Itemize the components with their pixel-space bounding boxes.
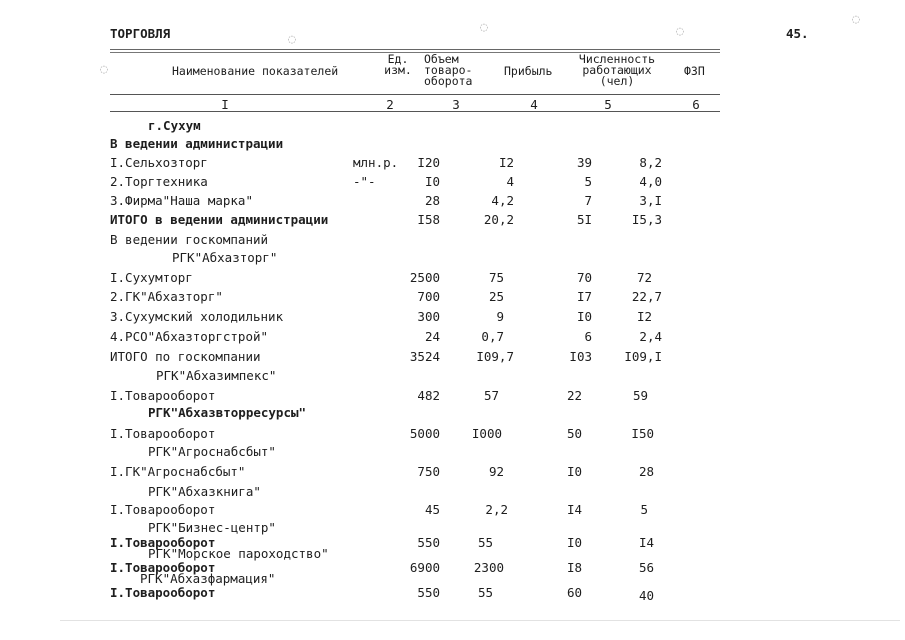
- cell-profit: I09,7: [476, 349, 514, 364]
- row-name: В ведении госкомпаний: [110, 232, 269, 247]
- cell-profit: 92: [488, 464, 504, 479]
- col-header-staff: Численность работающих (чел): [578, 52, 656, 88]
- cell-profit: 9: [496, 309, 504, 324]
- cell-staff: 5: [584, 174, 592, 189]
- header-mid-rule: [110, 94, 720, 95]
- row-name: РГК"Агроснабсбыт": [148, 444, 276, 459]
- cell-turnover: 28: [424, 193, 440, 208]
- col-header-name: Наименование показателей: [172, 64, 339, 78]
- row-name: I.Товарооборот: [110, 585, 216, 600]
- cell-turnover: 5000: [409, 426, 440, 441]
- scan-speck: ◌: [100, 62, 108, 77]
- row-name: В ведении администрации: [110, 136, 284, 151]
- cell-staff: I8: [566, 560, 582, 575]
- cell-profit: 75: [488, 270, 504, 285]
- col-number: 6: [692, 97, 700, 112]
- col-header-fzp: ФЗП: [684, 64, 705, 78]
- cell-profit: I2: [498, 155, 514, 170]
- cell-staff: I7: [576, 289, 592, 304]
- row-name: 2.Торгтехника: [110, 174, 208, 189]
- row-name: РГК"Абхазторг": [172, 250, 278, 265]
- cell-fzp: 56: [638, 560, 654, 575]
- cell-unit: -"-: [353, 174, 376, 189]
- row-name: г.Сухум: [148, 118, 201, 133]
- row-name: I.Товарооборот: [110, 388, 216, 403]
- row-name: РГК"Абхазкнига": [148, 484, 261, 499]
- cell-staff: 22: [566, 388, 582, 403]
- cell-staff: 7: [584, 193, 592, 208]
- row-name: I.Сухумторг: [110, 270, 193, 285]
- cell-turnover: 750: [417, 464, 440, 479]
- cell-staff: 70: [576, 270, 592, 285]
- cell-turnover: 45: [424, 502, 440, 517]
- cell-staff: 60: [566, 585, 582, 600]
- col-number: I: [221, 97, 229, 112]
- col-number: 4: [530, 97, 538, 112]
- cell-turnover: 24: [424, 329, 440, 344]
- cell-turnover: I0: [424, 174, 440, 189]
- cell-turnover: 700: [417, 289, 440, 304]
- cell-staff: 50: [566, 426, 582, 441]
- cell-fzp: 22,7: [631, 289, 662, 304]
- cell-profit: 4,2: [491, 193, 514, 208]
- row-name: I.Товарооборот: [110, 426, 216, 441]
- cell-turnover: 300: [417, 309, 440, 324]
- cell-fzp: 4,0: [639, 174, 662, 189]
- row-name: I.Товарооборот: [110, 560, 216, 575]
- page-title: ТОРГОВЛЯ: [110, 26, 171, 41]
- row-name: ИТОГО в ведении администрации: [110, 212, 329, 227]
- cell-turnover: I20: [417, 155, 440, 170]
- cell-fzp: I09,I: [624, 349, 662, 364]
- col-number: 5: [604, 97, 612, 112]
- cell-staff: I0: [566, 464, 582, 479]
- row-name: 3.Фирма"Наша марка": [110, 193, 253, 208]
- cell-profit: 25: [488, 289, 504, 304]
- cell-fzp: 59: [632, 388, 648, 403]
- cell-turnover: 6900: [409, 560, 440, 575]
- row-name: 2.ГК"Абхазторг": [110, 289, 223, 304]
- col-header-unit: Ед. изм.: [384, 52, 412, 77]
- header-bottom-rule: [110, 111, 720, 112]
- row-name: РГК"Абхазимпекс": [156, 368, 277, 383]
- cell-unit: млн.р.: [353, 155, 399, 170]
- page-number: 45.: [786, 26, 809, 41]
- cell-turnover: 550: [417, 585, 440, 600]
- cell-staff: 6: [584, 329, 592, 344]
- row-name: I.Товарооборот: [110, 502, 216, 517]
- cell-staff: I0: [566, 535, 582, 550]
- cell-fzp: 8,2: [639, 155, 662, 170]
- col-number: 3: [452, 97, 460, 112]
- cell-fzp: I5,3: [631, 212, 662, 227]
- row-name: I.Товарооборот: [110, 535, 216, 550]
- cell-staff: 39: [576, 155, 592, 170]
- cell-staff: 5I: [576, 212, 592, 227]
- col-header-profit: Прибыль: [504, 64, 553, 78]
- row-name: I.Сельхозторг: [110, 155, 208, 170]
- cell-turnover: 482: [417, 388, 440, 403]
- row-name: РГК"Абхазфармация": [140, 571, 276, 586]
- cell-profit: 57: [483, 388, 499, 403]
- scan-edge-line: [60, 620, 900, 621]
- row-name: РГК"Бизнес-центр": [148, 520, 276, 535]
- cell-turnover: 3524: [409, 349, 440, 364]
- cell-profit: 2,2: [485, 502, 508, 517]
- cell-profit: I000: [471, 426, 502, 441]
- row-name: РГК"Морское пароходство": [148, 546, 329, 561]
- cell-profit: 2300: [473, 560, 504, 575]
- scan-speck: ◌: [852, 12, 860, 27]
- row-name: ИТОГО по госкомпании: [110, 349, 261, 364]
- cell-fzp: 5: [640, 502, 648, 517]
- cell-fzp: I50: [631, 426, 654, 441]
- cell-staff: I03: [569, 349, 592, 364]
- cell-fzp: I2: [636, 309, 652, 324]
- row-name: I.ГК"Агроснабсбыт": [110, 464, 246, 479]
- scan-speck: ◌: [676, 24, 684, 39]
- cell-staff: I4: [566, 502, 582, 517]
- scan-speck: ◌: [480, 20, 488, 35]
- row-name: РГК"Абхазвторресурсы": [148, 405, 307, 420]
- cell-turnover: I58: [417, 212, 440, 227]
- cell-staff: I0: [576, 309, 592, 324]
- cell-fzp: 72: [636, 270, 652, 285]
- row-name: 3.Сухумский холодильник: [110, 309, 284, 324]
- cell-fzp: 40: [638, 588, 654, 603]
- col-number: 2: [386, 97, 394, 112]
- cell-profit: 4: [506, 174, 514, 189]
- cell-fzp: 2,4: [639, 329, 662, 344]
- cell-profit: 55: [477, 585, 493, 600]
- cell-fzp: 28: [638, 464, 654, 479]
- cell-fzp: 3,I: [639, 193, 662, 208]
- col-header-turnover: Объем товаро- оборота: [424, 52, 473, 88]
- row-name: 4.РСО"Абхазторгстрой": [110, 329, 269, 344]
- cell-profit: 0,7: [481, 329, 504, 344]
- cell-profit: 55: [477, 535, 493, 550]
- cell-turnover: 2500: [409, 270, 440, 285]
- cell-profit: 20,2: [483, 212, 514, 227]
- cell-fzp: I4: [638, 535, 654, 550]
- scan-speck: ◌: [288, 32, 296, 47]
- cell-turnover: 550: [417, 535, 440, 550]
